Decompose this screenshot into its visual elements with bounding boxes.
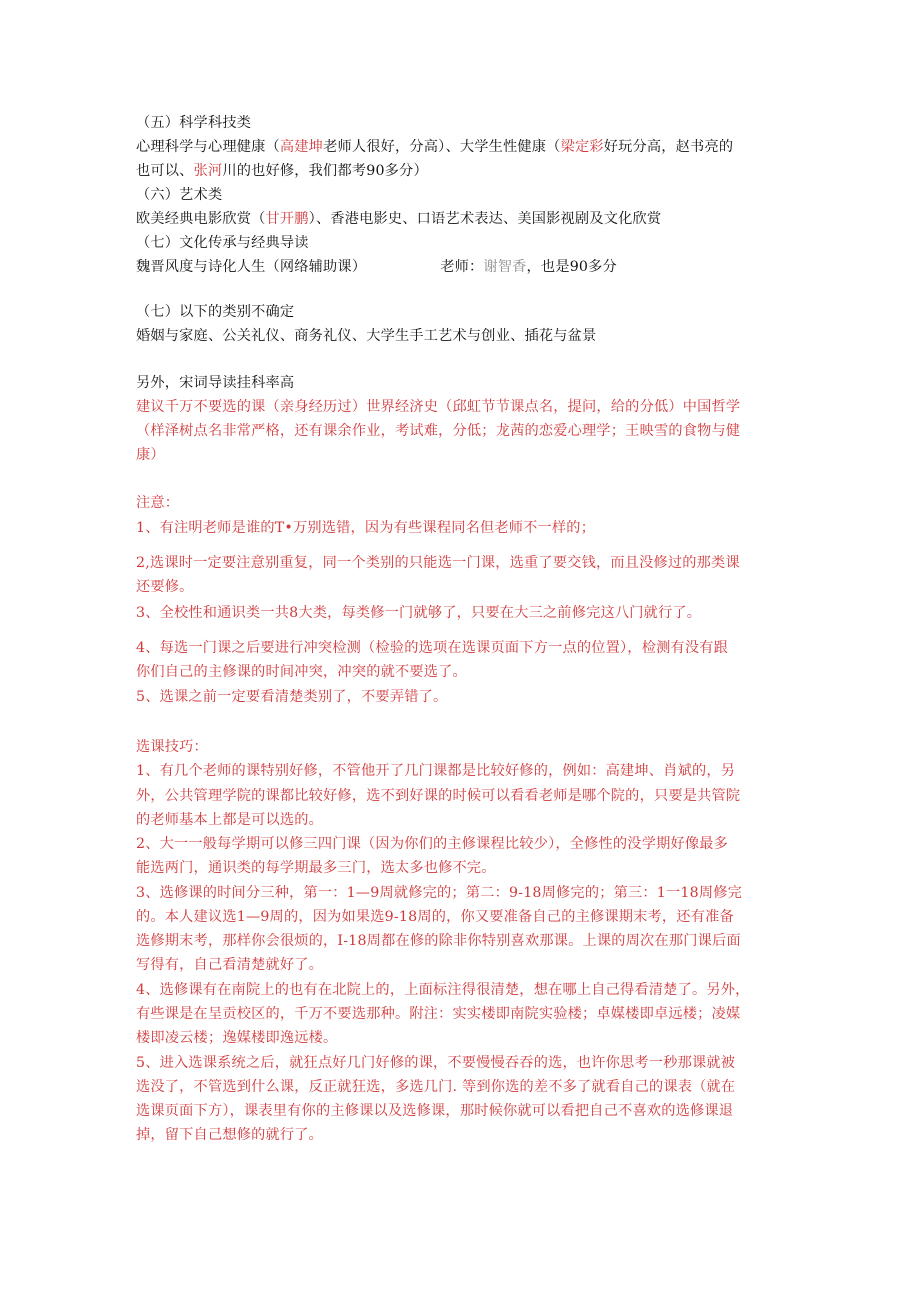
section-7-line-1 bbox=[136, 257, 617, 277]
teacher-name: 张河 bbox=[193, 163, 223, 179]
text-run: 老师人很好，分高）、大学生性健康（ bbox=[323, 139, 561, 155]
section-6-heading: （六）艺术类 bbox=[136, 187, 223, 203]
note-2-line-1: 2,选课时一定要注意别重复，同一个类别的只能选一门课，选重了要交钱，而且没修过的那类课 bbox=[136, 555, 740, 571]
text-run: 也可以、 bbox=[136, 163, 194, 179]
teacher-name: 高建坤 bbox=[279, 139, 324, 155]
teacher-name: 谢智香 bbox=[483, 259, 527, 275]
tip-5-line-4: 掉，留下自己想修的就行了。 bbox=[136, 1127, 324, 1143]
teacher-name: 梁定彩 bbox=[560, 139, 604, 155]
section-6-line-1 bbox=[136, 209, 661, 229]
tip-2-line-2: 能选两门，通识类的每学期最多三门，选太多也修不完。 bbox=[136, 860, 496, 876]
tip-5-line-2: 选没了，不管选到什么课，反正就狂选，多选几门. 等到你选的差不多了就看自己的课表（就在 bbox=[136, 1079, 736, 1095]
tip-4-line-3: 楼即凌云楼；逸媒楼即逸远楼。 bbox=[136, 1030, 338, 1046]
tip-3-line-1: 3、选修课的时间分三种，第一：1—9周就修完的；第二：9-18周修完的；第三：1一18周修完 bbox=[136, 885, 742, 901]
teacher-label: 老师： bbox=[440, 259, 484, 275]
text-run: ）、香港电影史、口语艺术表达、美国影视剧及文化欣赏 bbox=[308, 211, 662, 227]
extra-line-1: 另外，宋词导读挂科率高 bbox=[136, 375, 295, 391]
note-4-line-1: 4、每选一门课之后要进行冲突检测（检验的选项在选课页面下方一点的位置），检测有没有跟 bbox=[136, 640, 729, 656]
section-7b-line: 婚姻与家庭、公关礼仪、商务礼仪、大学生手工艺术与创业、插花与盆景 bbox=[136, 328, 597, 344]
tip-3-line-4: 写得有，自己看清楚就好了。 bbox=[136, 957, 324, 973]
note-2-line-2: 还要修。 bbox=[136, 579, 194, 595]
text-run: 川的也好修，我们都考90多分） bbox=[222, 163, 428, 179]
advice-line-2: （样泽树点名非常严格，还有课余作业，考试难，分低；龙茜的恋爱心理学；王映雪的食物与健 bbox=[136, 423, 741, 439]
text-run: 欧美经典电影欣赏（ bbox=[136, 211, 266, 227]
advice-line-1: 建议千万不要选的课（亲身经历过）世界经济史（邱虹节节课点名，提问，给的分低）中国哲学 bbox=[136, 399, 741, 415]
note-1: 1、有注明老师是谁的T•万别选错，因为有些课程同名但老师不一样的； bbox=[136, 520, 596, 536]
note-4-line-2: 你们自己的主修课的时间冲突，冲突的就不要选了。 bbox=[136, 664, 467, 680]
tip-1-line-1: 1、有几个老师的课特别好修，不管他开了几门课都是比较好修的，例如：高建坤、肖斌的，另 bbox=[136, 763, 736, 779]
section-7-heading: （七）文化传承与经典导读 bbox=[136, 235, 309, 251]
tip-5-line-3: 选课页面下方），课表里有你的主修课以及选修课，那时候你就可以看把自己不喜欢的选修课退 bbox=[136, 1103, 734, 1119]
text-run: 心理科学与心理健康（ bbox=[136, 139, 280, 155]
tip-1-line-3: 的老师基本上都是可以选的。 bbox=[136, 812, 324, 828]
tip-4-line-1: 4、选修课有在南院上的也有在北院上的，上面标注得很清楚，想在哪上自己得看清楚了。另外， bbox=[136, 982, 750, 998]
note-5: 5、选课之前一定要看清楚类别了，不要弄错了。 bbox=[136, 689, 448, 705]
section-5-heading: （五）科学科技类 bbox=[136, 115, 252, 131]
advice-line-3: 康） bbox=[136, 447, 165, 463]
tip-4-line-2: 有些课是在呈贡校区的，千万不要选那种。附注：实实楼即南院实验楼；卓媒楼即卓远楼；凌媒 bbox=[136, 1006, 741, 1022]
tip-2-line-1: 2、大一一般每学期可以修三四门课（因为你们的主修课程比较少），全修性的没学期好像最多 bbox=[136, 836, 729, 852]
tip-3-line-3: 选修期末考，那样你会很烦的，I-18周都在修的除非你特别喜欢那课。上课的周次在那门课后面 bbox=[136, 933, 741, 949]
tips-title: 选课技巧： bbox=[136, 739, 208, 755]
note-3: 3、全校性和通识类一共8大类，每类修一门就够了，只要在大三之前修完这八门就行了。 bbox=[136, 605, 702, 621]
tip-3-line-2: 的。本人建议选1—9周的，因为如果选9-18周的，你又要准备自己的主修课期末考，还有准备 bbox=[136, 909, 734, 925]
text-run: 好玩分高，赵书亮的 bbox=[603, 139, 734, 155]
section-5-line-1 bbox=[136, 137, 733, 157]
section-7b-heading: （七）以下的类别不确定 bbox=[136, 304, 295, 320]
score-note: ，也是90多分 bbox=[526, 259, 617, 275]
section-5-line-2 bbox=[136, 161, 428, 181]
tip-5-line-1: 5、进入选课系统之后，就狂点好几门好修的课，不要慢慢吞吞的选，也许你思考一秒那课就被 bbox=[136, 1055, 736, 1071]
tip-1-line-2: 外，公共管理学院的课都比较好修，选不到好课的时候可以看看老师是哪个院的，只要是共管院 bbox=[136, 788, 741, 804]
notes-title: 注意： bbox=[136, 495, 180, 511]
course-name: 魏晋风度与诗化人生（网络辅助课） bbox=[136, 259, 367, 275]
teacher-name: 甘开鹏 bbox=[265, 211, 309, 227]
